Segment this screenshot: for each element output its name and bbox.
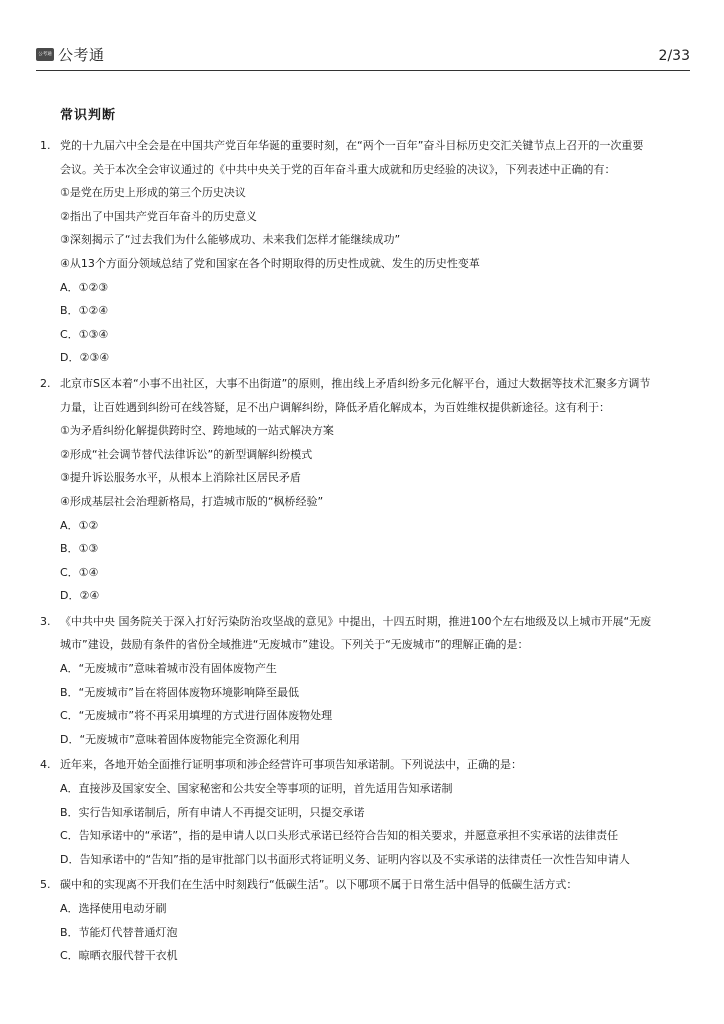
answer-option: D．告知承诺中的“告知”指的是审批部门以书面形式将证明义务、证明内容以及不实承诺的法律责任一次性告知申请人: [60, 852, 630, 866]
statement-item: ④从13个方面分领域总结了党和国家在各个时期取得的历史性成就、发生的历史性变革: [60, 256, 480, 270]
answer-option: D．②④: [60, 589, 100, 603]
logo-icon: 公考通: [36, 48, 54, 61]
statement-item: ③深刻揭示了“过去我们为什么能够成功、未来我们怎样才能继续成功”: [60, 233, 401, 247]
question-list: [40, 134, 700, 970]
statement-item: ④形成基层社会治理新格局，打造城市版的“枫桥经验”: [60, 494, 324, 508]
question-stem-line: [40, 134, 700, 158]
answer-option: A．选择使用电动牙刷: [60, 902, 167, 915]
question-1: [40, 134, 700, 370]
statement-item: ①是党在历史上形成的第三个历史决议: [60, 186, 246, 200]
question-stem-line: [40, 753, 700, 777]
answer-option: B．①③: [60, 542, 99, 556]
answer-option: B．节能灯代替普通灯泡: [60, 925, 178, 939]
question-number: 5.: [40, 878, 51, 892]
answer-option: D．②③④: [60, 351, 110, 365]
answer-option: A．直接涉及国家安全、国家秘密和公共安全等事项的证明，首先适用告知承诺制: [60, 782, 453, 796]
answer-option: C．告知承诺中的“承诺”，指的是申请人以口头形式承诺已经符合告知的相关要求，并愿意承担不实承诺的法律责任: [60, 829, 619, 843]
question-number: 2.: [40, 376, 51, 390]
answer-option: C．①③④: [60, 327, 109, 341]
brand-name: 公考通: [58, 46, 105, 64]
question-stem-line: 会议。关于本次全会审议通过的《中共中央关于党的百年奋斗重大成就和历史经验的决议》，下列表述中正确的有：: [60, 162, 616, 176]
answer-option: A．①②③: [60, 280, 109, 294]
question-number: 4.: [40, 758, 51, 772]
statement-item: ①为矛盾纠纷化解提供跨时空、跨地域的一站式解决方案: [60, 424, 334, 438]
statement-item: ②形成“社会调节替代法律诉讼”的新型调解纠纷模式: [60, 447, 313, 461]
question-number: 1.: [40, 139, 51, 152]
question-stem-line: [40, 873, 700, 897]
answer-option: B．“无废城市”旨在将固体废物环境影响降至最低: [60, 685, 299, 699]
answer-option: B．实行告知承诺制后，所有申请人不再提交证明，只提交承诺: [60, 805, 365, 819]
section-title: 常识判断: [60, 108, 117, 123]
answer-option: A．①②: [60, 518, 99, 532]
statement-item: ②指出了中国共产党百年奋斗的历史意义: [60, 209, 257, 223]
statement-item: ③提升诉讼服务水平，从根本上消除社区居民矛盾: [60, 471, 301, 485]
answer-option: C．①④: [60, 565, 99, 579]
question-stem-line: [40, 610, 700, 634]
question-number: 3.: [40, 614, 51, 628]
question-stem-text: 党的十九届六中全会是在中国共产党百年华诞的重要时刻，在“两个一百年”奋斗目标历史交汇关键节点上召开的一次重要: [60, 139, 644, 152]
answer-option: C．晾晒衣服代替干衣机: [60, 949, 178, 963]
brand-logo: [36, 44, 105, 65]
question-stem-line: 力量，让百姓遇到纠纷可在线答疑，足不出户调解纠纷，降低矛盾化解成本，为百姓维权提供新途径。这有利于：: [60, 400, 610, 414]
question-stem-line: [40, 372, 700, 396]
answer-option: C．“无废城市”将不再采用填埋的方式进行固体废物处理: [60, 709, 333, 723]
question-stem-text: 《中共中央 国务院关于深入打好污染防治攻坚战的意见》中提出，十四五时期，推进100个左右地级及以上城市开展“无废: [60, 614, 652, 628]
answer-option: D．“无废城市”意味着固体废物能完全资源化利用: [60, 732, 300, 746]
question-4: [40, 753, 700, 871]
answer-option: A．“无废城市”意味着城市没有固体废物产生: [60, 662, 277, 676]
question-2: [40, 372, 700, 608]
answer-option: B．①②④: [60, 304, 109, 318]
question-5: [40, 873, 700, 967]
page-number: 2/33: [658, 48, 690, 64]
page-header: [36, 42, 690, 71]
question-3: [40, 610, 700, 752]
question-stem-line: 城市”建设，鼓励有条件的省份全域推进“无废城市”建设。下列关于“无废城市”的理解正确的是：: [60, 638, 529, 652]
question-stem-text: 北京市S区本着“小事不出社区，大事不出街道”的原则，推出线上矛盾纠纷多元化解平台，通过大数据等技术汇聚多方调节: [60, 376, 651, 390]
question-stem-text: 近年来，各地开始全面推行证明事项和涉企经营许可事项告知承诺制。下列说法中，正确的是：: [60, 758, 522, 772]
question-stem-text: 碳中和的实现离不开我们在生活中时刻践行“低碳生活”。以下哪项不属于日常生活中倡导的低碳生活方式：: [60, 878, 578, 892]
